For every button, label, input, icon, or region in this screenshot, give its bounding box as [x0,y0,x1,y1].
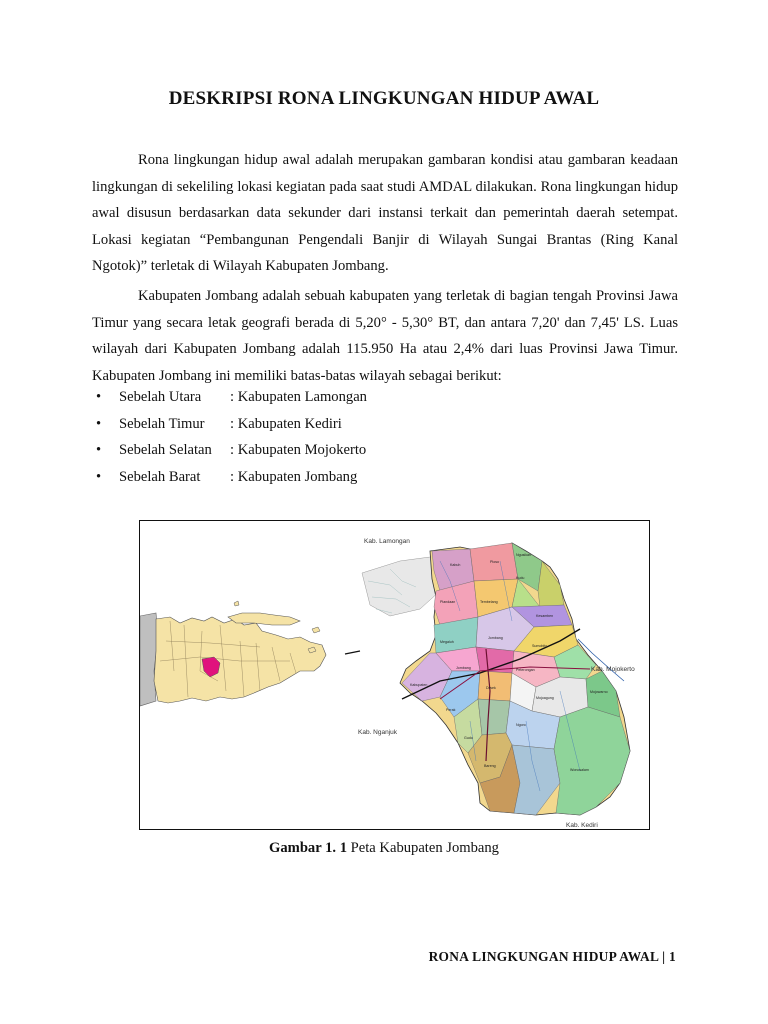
district-label: Perak [446,708,456,712]
paragraph-1 [92,147,678,280]
district-label: Ngoro [516,723,526,727]
map-label-east: Kab. Mojokerto [591,666,635,673]
boundary-value: : Kabupaten Jombang [230,468,358,485]
district [478,699,510,735]
paragraph-2-text: Kabupaten Jombang adalah sebuah kabupaten yang terletak di bagian tengah Provinsi Jawa Timur yang secara letak geografi berada di 5,20° - 5,30° BT, dan antara 7,20' dan 7,45' LS. Luas wilayah dari Kabupaten Jombang adalah 115.950 Ha atau 2,4% dari luas Provinsi Jawa Timur. Kabupaten Jombang ini memiliki batas-batas wilayah sebagai berikut: [92,288,678,384]
district-label: Kudu [516,576,525,580]
bullet-icon: • [96,415,102,432]
district-label: Gudo [464,736,473,740]
map-label-west: Kab. Nganjuk [358,729,398,736]
jombang-regency-map [358,538,635,829]
boundary-side: Sebelah Utara [119,389,202,405]
district-label: Ploso [490,560,499,564]
bullet-icon: • [96,468,102,485]
madura-island [228,613,300,625]
district-label: Ngusikan [516,553,531,557]
district-label: Bareng [484,764,496,768]
small-island [234,601,239,606]
page-footer: RONA LINGKUNGAN HIDUP AWAL | 1 [428,949,676,964]
district-label: Tembelang [480,600,498,604]
paragraph-2 [92,283,678,389]
district-label: Mojoagung [536,696,554,700]
map-label-south: Kab. Kediri [566,822,598,829]
small-island [312,627,320,633]
boundary-value: : Kabupaten Mojokerto [230,442,367,458]
connector-line [345,651,360,654]
boundary-value: : Kabupaten Lamongan [230,389,367,405]
district-label: Kesamben [536,614,554,618]
boundary-value: : Kabupaten Kediri [230,415,342,432]
boundary-side: Sebelah Selatan [119,442,212,458]
district [554,707,630,815]
figure-caption [0,840,768,857]
page-title: DESKRIPSI RONA LINGKUNGAN HIDUP AWAL [168,88,600,109]
province-map [140,601,326,706]
district-label: Sumobito [532,644,548,648]
district-label: Jombang [488,636,503,640]
district-label: Wonosalam [570,768,589,772]
map-svg [140,521,650,830]
district-label: Plandaan [440,600,456,604]
district-label: Kabupaten [410,683,428,687]
caption-text: Peta Kabupaten Jombang [347,840,499,856]
district-label: Jombang [456,666,471,670]
caption-label: Gambar 1. 1 [269,840,347,856]
district-label: Megaluh [440,640,454,644]
east-java-province [154,617,326,703]
district-label: Diwek [486,686,496,690]
district-label: Kabuh [450,563,461,567]
paragraph-1-text: Rona lingkungan hidup awal adalah merupakan gambaran kondisi atau gambaran keadaan lingkungan di sekeliling lokasi kegiatan pada saat studi AMDAL dilakukan. Rona lingkungan hidup awal disusun berdasarkan data sekunder dari instansi terkait dan pemerintah daerah setempat. Lokasi kegiatan “Pembangunan Pengendali Banjir di Wilayah Sungai Brantas (Ring Kanal Ngotok)” terletak di Wilayah Kabupaten Jombang. [92,152,678,274]
boundary-side: Sebelah Timur [119,415,205,432]
map-label-north: Kab. Lamongan [364,538,410,545]
district-label: Peterongan [516,668,535,672]
bullet-icon: • [96,389,102,405]
district-label: Mojowarno [590,690,608,694]
map-figure [139,520,650,830]
bullet-icon: • [96,442,102,458]
boundary-side: Sebelah Barat [119,468,201,485]
